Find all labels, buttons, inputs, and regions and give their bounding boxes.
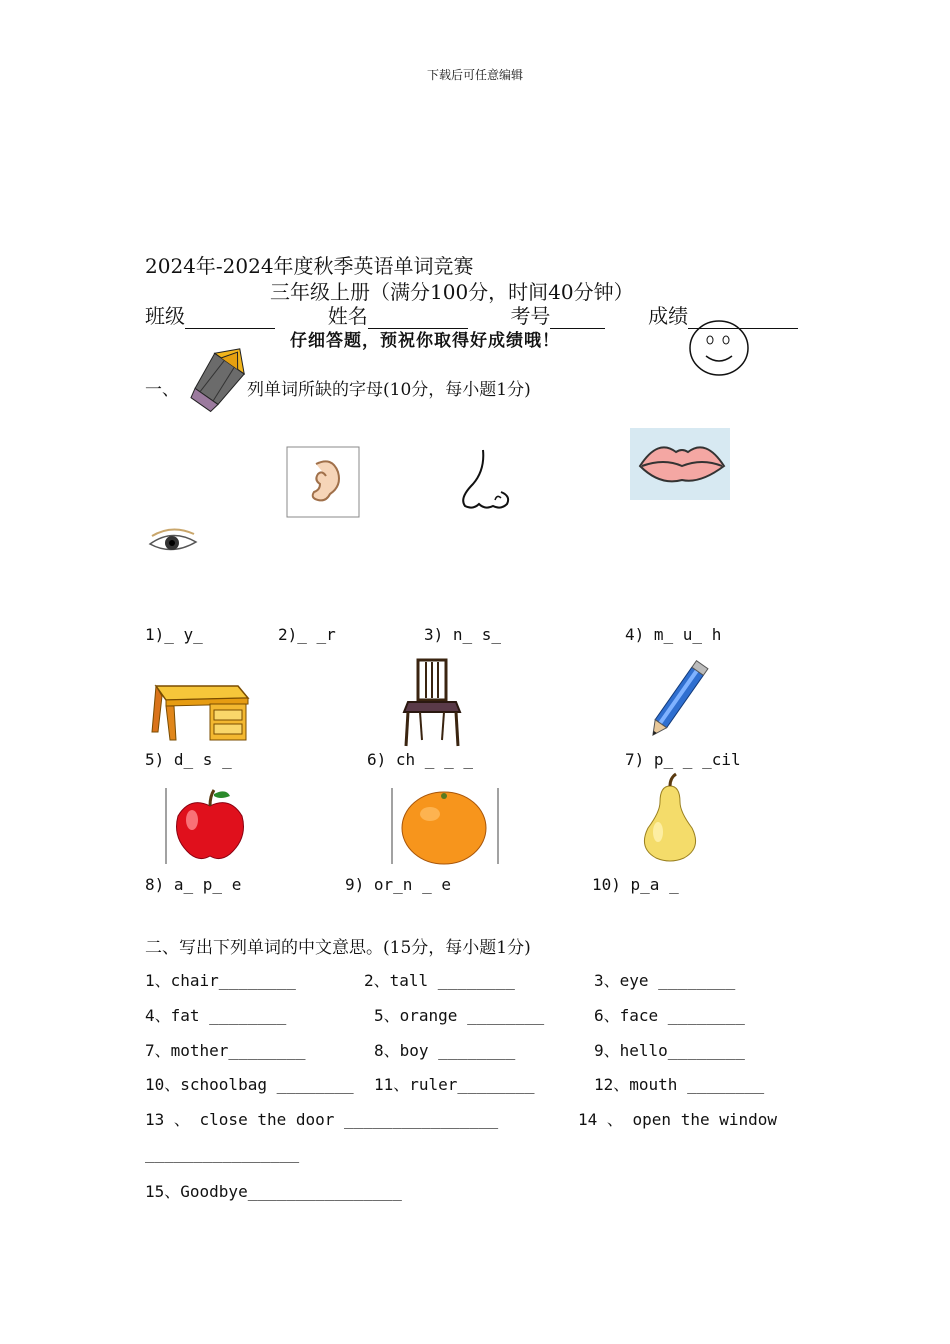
question-6[interactable]: 6) ch _ _ _ [367, 750, 473, 769]
s2-item-15[interactable]: 15、Goodbye________________ [145, 1182, 402, 1201]
question-9[interactable]: 9) or_n _ e [345, 875, 451, 894]
header-note: 下载后可任意编辑 [426, 68, 523, 82]
question-4[interactable]: 4) m_ u_ h [625, 625, 722, 644]
page-title: 2024年-2024年度秋季英语单词竞赛 [145, 254, 474, 278]
s2-item-4[interactable]: 4、fat ________ [145, 1006, 287, 1025]
question-5[interactable]: 5) d_ s _ [145, 750, 232, 769]
class-blank[interactable] [185, 310, 275, 329]
s2-item-13[interactable]: 13 、 close the door ________________ [145, 1110, 499, 1129]
eye-image [148, 526, 200, 560]
lips-image [630, 428, 730, 500]
s2-item-7[interactable]: 7、mother________ [145, 1041, 306, 1060]
desk-image [148, 672, 250, 744]
s2-item-5[interactable]: 5、orange ________ [374, 1006, 545, 1025]
s2-item-6[interactable]: 6、face ________ [594, 1006, 745, 1025]
number-label: 考号 [510, 304, 551, 328]
s2-item-14[interactable]: 14 、 open the window [578, 1110, 778, 1129]
s2-item-1[interactable]: 1、chair________ [145, 971, 296, 990]
section2-heading: 二、写出下列单词的中文意思。(15分，每小题1分) [145, 938, 531, 958]
question-1[interactable]: 1)_ y_ [145, 625, 203, 644]
s2-item-12[interactable]: 12、mouth ________ [594, 1075, 765, 1094]
question-2[interactable]: 2)_ _r [278, 625, 336, 644]
orange-image [390, 786, 502, 866]
encouragement-note: 仔细答题，预祝你取得好成绩哦！ [290, 331, 560, 351]
chair-image [400, 658, 466, 750]
apple-image [164, 786, 248, 866]
name-label: 姓名 [327, 304, 368, 328]
s2-item-11[interactable]: 11、ruler________ [374, 1075, 535, 1094]
s2-item-10[interactable]: 10、schoolbag ________ [145, 1075, 354, 1094]
pear-image [636, 772, 706, 864]
pencil-image [636, 652, 726, 738]
question-8[interactable]: 8) a_ p_ e [145, 875, 242, 894]
class-label: 班级 [145, 304, 185, 328]
question-10[interactable]: 10) p_a _ [592, 875, 679, 894]
ear-image [286, 446, 360, 518]
question-3[interactable]: 3) n_ s_ [424, 625, 502, 644]
score-label: 成绩 [648, 304, 689, 328]
s2-item-8[interactable]: 8、boy ________ [374, 1041, 516, 1060]
smiley-icon [688, 318, 750, 378]
s2-item-3[interactable]: 3、eye ________ [594, 971, 736, 990]
page-subtitle: 三年级上册（满分100分，时间40分钟） [270, 280, 634, 304]
question-7[interactable]: 7) p_ _ _cil [625, 750, 741, 769]
nose-image [455, 448, 515, 514]
section1-heading: 一、 列单词所缺的字母(10分，每小题1分) [145, 380, 531, 400]
pencil-tip-image [182, 340, 254, 420]
s2-item-2[interactable]: 2、tall ________ [364, 971, 515, 990]
s2-item-9[interactable]: 9、hello________ [594, 1041, 745, 1060]
s2-item-14-blank[interactable]: ________________ [145, 1144, 300, 1163]
